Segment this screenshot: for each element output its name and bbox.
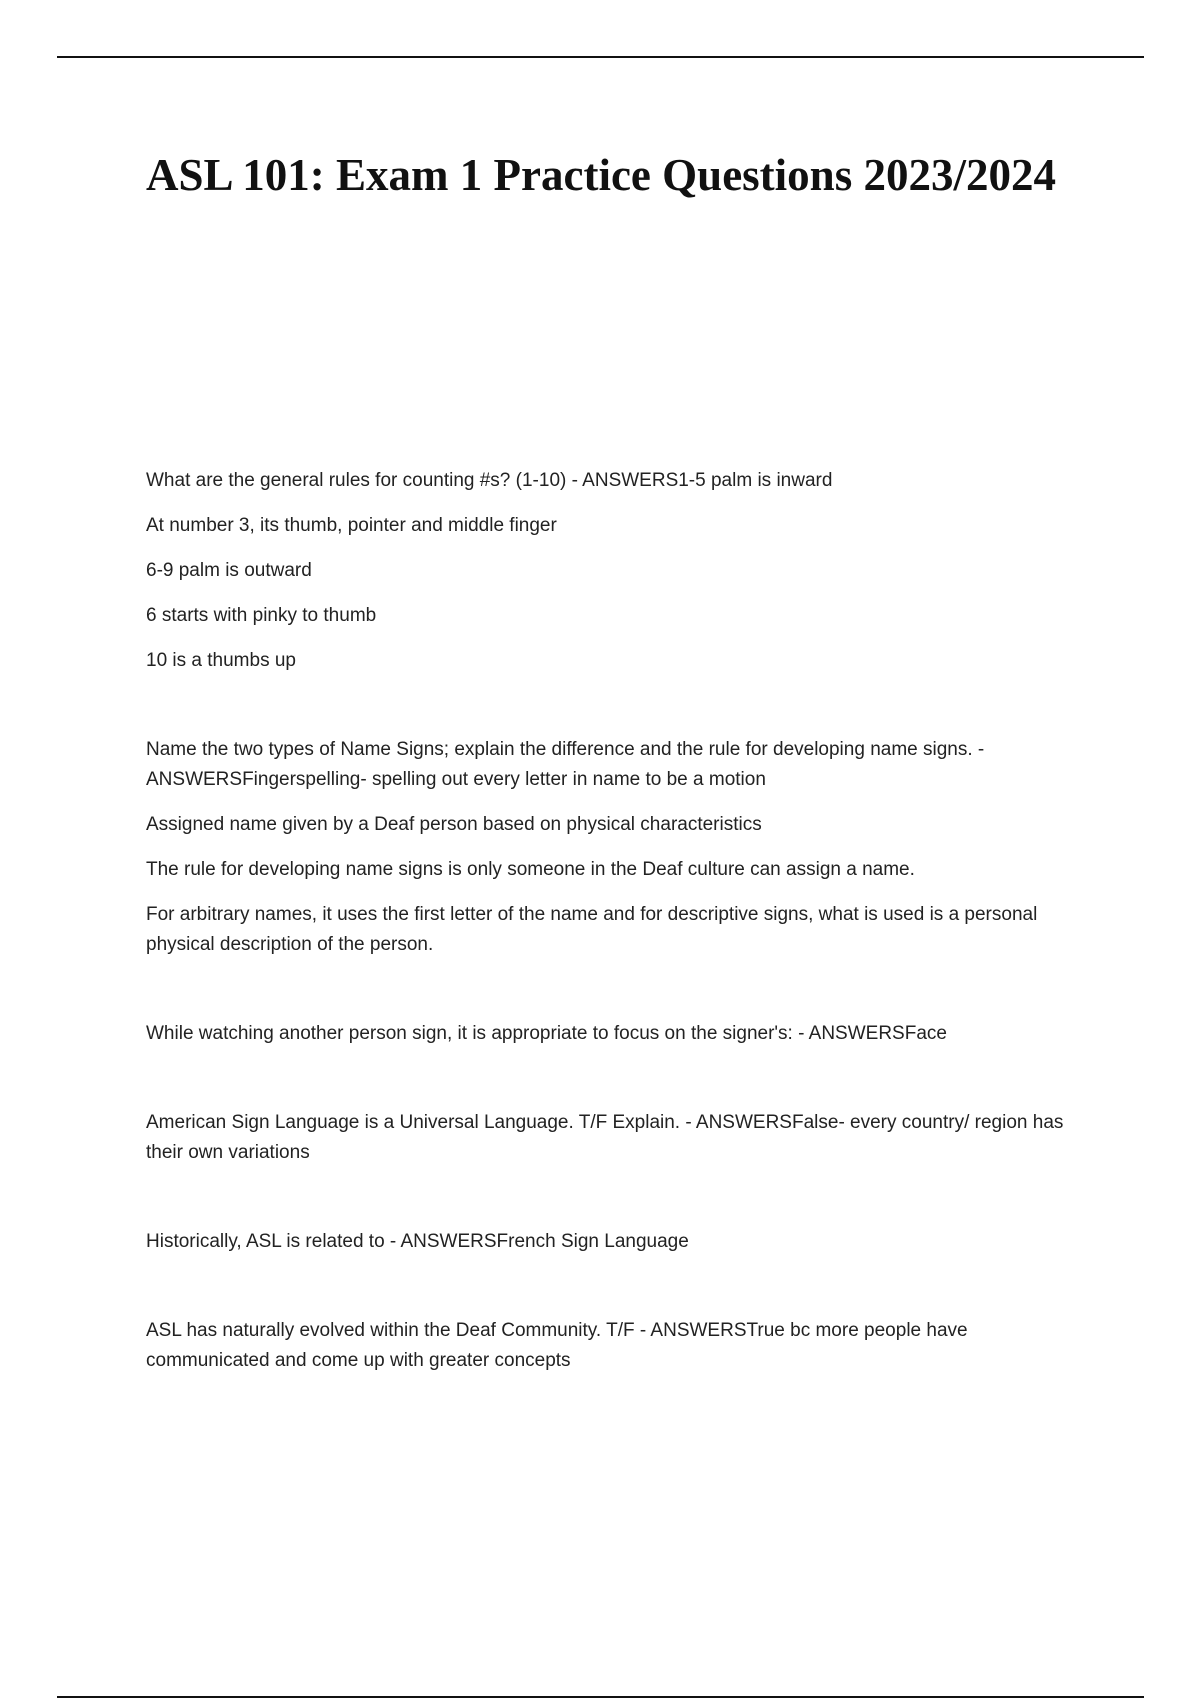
qa-item (146, 1227, 1076, 1257)
question-paragraph: Historically, ASL is related to - ANSWERSFrench Sign Language (146, 1231, 689, 1252)
qa-item (146, 1019, 1076, 1049)
page-title: ASL 101: Exam 1 Practice Questions 2023/2024 (146, 150, 1056, 200)
question-paragraph: American Sign Language is a Universal Language. T/F Explain. - ANSWERSFalse- every country/ region has their own variations (146, 1112, 1064, 1163)
answer-paragraph: For arbitrary names, it uses the first letter of the name and for descriptive signs, what is used is a personal physical description of the person. (146, 904, 1038, 955)
answer-paragraph: 6 starts with pinky to thumb (146, 605, 377, 626)
top-divider (57, 56, 1144, 58)
qa-item (146, 735, 1076, 960)
answer-paragraph: 10 is a thumbs up (146, 650, 296, 671)
question-paragraph: Name the two types of Name Signs; explain the difference and the rule for developing name signs. - ANSWERSFingerspelling- spelling out every letter in name to be a motion (146, 739, 985, 790)
qa-item (146, 1316, 1076, 1376)
answer-paragraph: At number 3, its thumb, pointer and middle finger (146, 515, 557, 536)
bottom-divider (57, 1696, 1144, 1698)
answer-paragraph: 6-9 palm is outward (146, 560, 312, 581)
answer-paragraph: The rule for developing name signs is only someone in the Deaf culture can assign a name. (146, 859, 915, 880)
question-paragraph: While watching another person sign, it is appropriate to focus on the signer's: - ANSWERSFace (146, 1023, 947, 1044)
qa-item (146, 1108, 1076, 1168)
qa-item (146, 466, 1076, 676)
question-paragraph: What are the general rules for counting #s? (1-10) - ANSWERS1-5 palm is inward (146, 470, 833, 491)
question-paragraph: ASL has naturally evolved within the Deaf Community. T/F - ANSWERSTrue bc more people have communicated and come up with greater concepts (146, 1320, 968, 1371)
qa-list (146, 466, 1076, 1376)
answer-paragraph: Assigned name given by a Deaf person based on physical characteristics (146, 814, 762, 835)
